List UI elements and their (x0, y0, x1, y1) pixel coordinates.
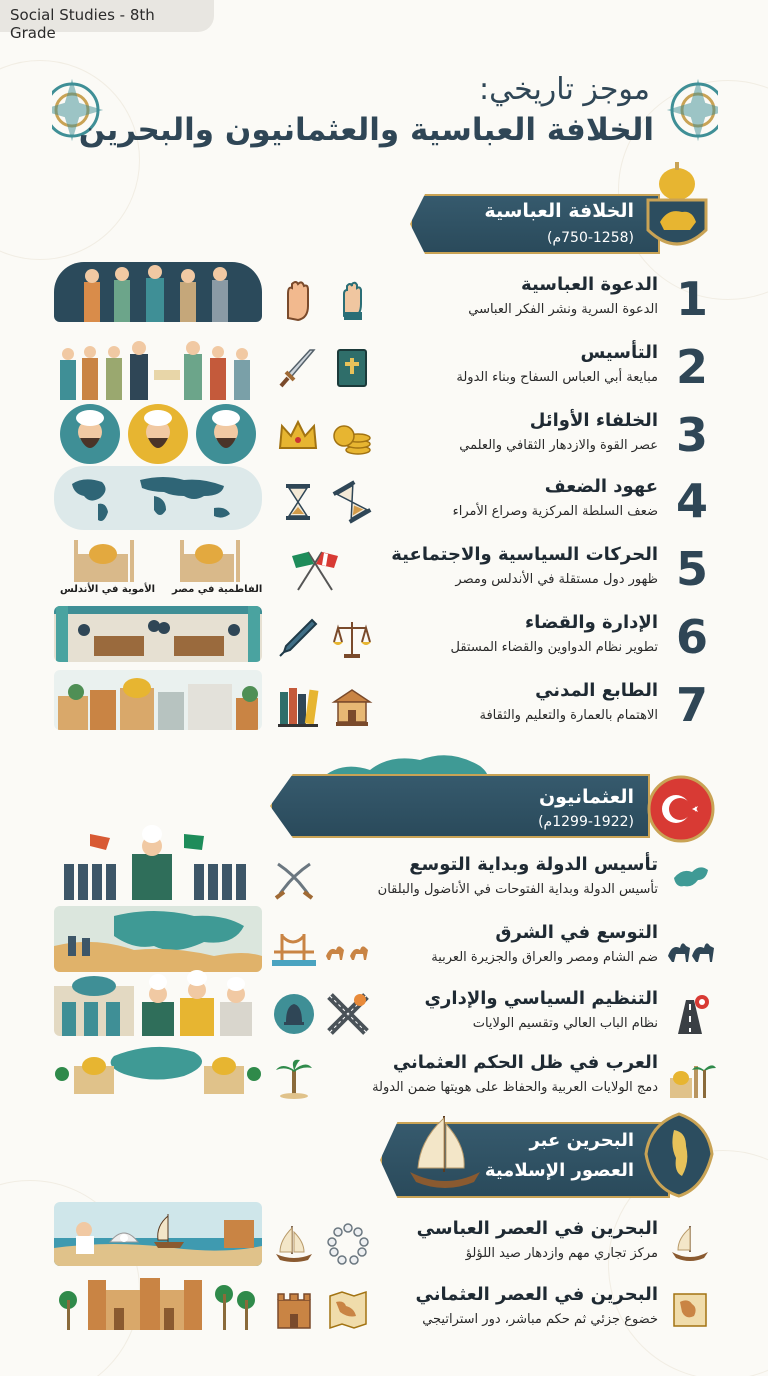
city-illustration (54, 670, 262, 730)
item-number: 6 (675, 610, 708, 664)
item-title: الطابع المدني (535, 680, 658, 701)
page-title-line2: الخلافة العباسية والعثمانيون والبحرين (78, 112, 654, 148)
item-desc: عصر القوة والازدهار الثقافي والعلمي (459, 438, 658, 453)
item-title: الدعوة العباسية (521, 274, 658, 295)
abbasid-item (0, 340, 768, 402)
item-title: عهود الضعف (544, 476, 658, 497)
pearl-trade-illustration (54, 1202, 262, 1266)
item-number: 4 (675, 474, 708, 528)
item-title: الإدارة والقضاء (524, 612, 658, 633)
lion-shield-icon (642, 160, 712, 260)
caption-fatimid: الفاطمية في مصر (172, 584, 263, 595)
army-illustration (54, 824, 262, 904)
abbasid-item (0, 272, 768, 334)
ottoman-item (0, 1050, 768, 1112)
arab-lands-illustration (54, 1036, 262, 1094)
item-title: تأسيس الدولة وبداية التوسع (409, 854, 658, 875)
anatolia-map-icon (668, 854, 712, 898)
fort-illustration (54, 1270, 262, 1330)
abbasid-item (0, 408, 768, 470)
books-icon (276, 684, 320, 728)
hand-icon (276, 278, 320, 322)
dhow-small-icon (668, 1222, 712, 1266)
scales-icon (330, 616, 374, 660)
crown-icon (276, 414, 320, 458)
abbasid-item (0, 542, 768, 604)
item-title: الخلفاء الأوائل (529, 410, 658, 431)
ottoman-item (0, 852, 768, 914)
abbasid-banner (410, 160, 730, 260)
bridge-icon (272, 926, 316, 970)
holy-book-icon (330, 346, 374, 390)
item-number: 5 (675, 542, 708, 596)
item-desc: دمج الولايات العربية والحفاظ على هويتها ضمن الدولة (372, 1080, 658, 1095)
pen-icon (276, 616, 320, 660)
turkish-flag-icon (646, 774, 716, 844)
pearl-necklace-icon (326, 1222, 370, 1266)
item-desc: ضعف السلطة المركزية وصراع الأمراء (452, 504, 658, 519)
item-desc: تأسيس الدولة وبداية الفتوحات في الأناضول والبلقان (377, 882, 658, 897)
item-title: الحركات السياسية والاجتماعية (391, 544, 658, 565)
item-desc: تطوير نظام الدواوين والقضاء المستقل (450, 640, 658, 655)
school-building-icon (330, 684, 374, 728)
camels-icon (664, 926, 718, 970)
world-map-illustration (54, 466, 262, 530)
item-title: العرب في ظل الحكم العثماني (392, 1052, 658, 1073)
item-desc: الدعوة السرية ونشر الفكر العباسي (468, 302, 658, 317)
caption-umayyad: الأموية في الأندلس (60, 584, 156, 595)
folded-map-icon (326, 1288, 370, 1332)
subject-badge: Social Studies - 8th Grade (0, 0, 214, 32)
item-title: التأسيس (580, 342, 658, 363)
abbasid-item (0, 610, 768, 672)
item-title: التنظيم السياسي والإداري (424, 988, 658, 1009)
item-title: التوسع في الشرق (495, 922, 658, 943)
item-desc: ظهور دول مستقلة في الأندلس ومصر (455, 572, 658, 587)
item-desc: الاهتمام بالعمارة والتعليم والثقافة (479, 708, 658, 723)
sailboat-icon (272, 1222, 316, 1266)
raised-hand-icon (330, 278, 374, 322)
abbasid-item (0, 474, 768, 536)
hourglass-tilted-icon (330, 480, 374, 524)
dhow-icon (400, 1110, 490, 1200)
item-desc: نظام الباب العالي وتقسيم الولايات (472, 1016, 658, 1031)
hourglass-icon (276, 480, 320, 524)
item-number: 7 (675, 678, 708, 732)
abbasid-title: الخلافة العباسية (484, 200, 634, 222)
camels-small-icon (322, 926, 374, 970)
item-desc: مبايعة أبي العباس السفاح وبناء الدولة (456, 370, 658, 385)
sword-icon (276, 346, 320, 390)
bahrain-map-icon (642, 1110, 716, 1200)
bahrain-banner (380, 1110, 730, 1200)
scroll-map-icon (668, 1288, 712, 1332)
item-title: البحرين في العصر العثماني (415, 1284, 658, 1305)
page-title-line1: موجز تاريخي: (478, 72, 650, 107)
bahrain-item (0, 1216, 768, 1278)
ottoman-dates: (1299-1922م) (538, 814, 634, 830)
court-scene-illustration (54, 606, 262, 662)
bahrain-title-line2: العصور الإسلامية (484, 1160, 634, 1181)
abbasid-item (0, 678, 768, 740)
bahrain-title-line1: البحرين عبر (529, 1130, 634, 1151)
palm-tree-icon (272, 1056, 316, 1100)
ottoman-banner (270, 740, 730, 850)
page-header (60, 68, 710, 168)
fort-icon (272, 1288, 316, 1332)
bell-seal-icon (272, 992, 316, 1036)
expansion-map-illustration (54, 906, 262, 972)
item-desc: خضوع جزئي ثم حكم مباشر، دور استراتيجي (422, 1312, 658, 1327)
crossroad-icon (326, 992, 370, 1036)
item-desc: ضم الشام ومصر والعراق والجزيرة العربية (431, 950, 658, 965)
item-number: 3 (675, 408, 708, 462)
scene-illustration (54, 402, 262, 466)
scene-illustration (54, 262, 262, 322)
gold-coins-icon (330, 414, 374, 458)
item-number: 1 (675, 272, 708, 326)
crossed-swords-icon (272, 858, 316, 902)
mosque-palm-icon (666, 1056, 716, 1100)
ottoman-title: العثمانيون (538, 786, 634, 808)
crossed-flags-icon (290, 548, 340, 592)
item-title: البحرين في العصر العباسي (416, 1218, 658, 1239)
scene-illustration (54, 340, 262, 400)
mosques-illustration (54, 532, 262, 582)
road-pin-icon (668, 992, 712, 1036)
item-number: 2 (675, 340, 708, 394)
abbasid-dates: (750-1258م) (546, 230, 634, 246)
ottoman-court-illustration (54, 966, 262, 1036)
rosette-icon (658, 68, 718, 152)
item-desc: مركز تجاري مهم وازدهار صيد اللؤلؤ (465, 1246, 658, 1261)
bahrain-item (0, 1282, 768, 1344)
